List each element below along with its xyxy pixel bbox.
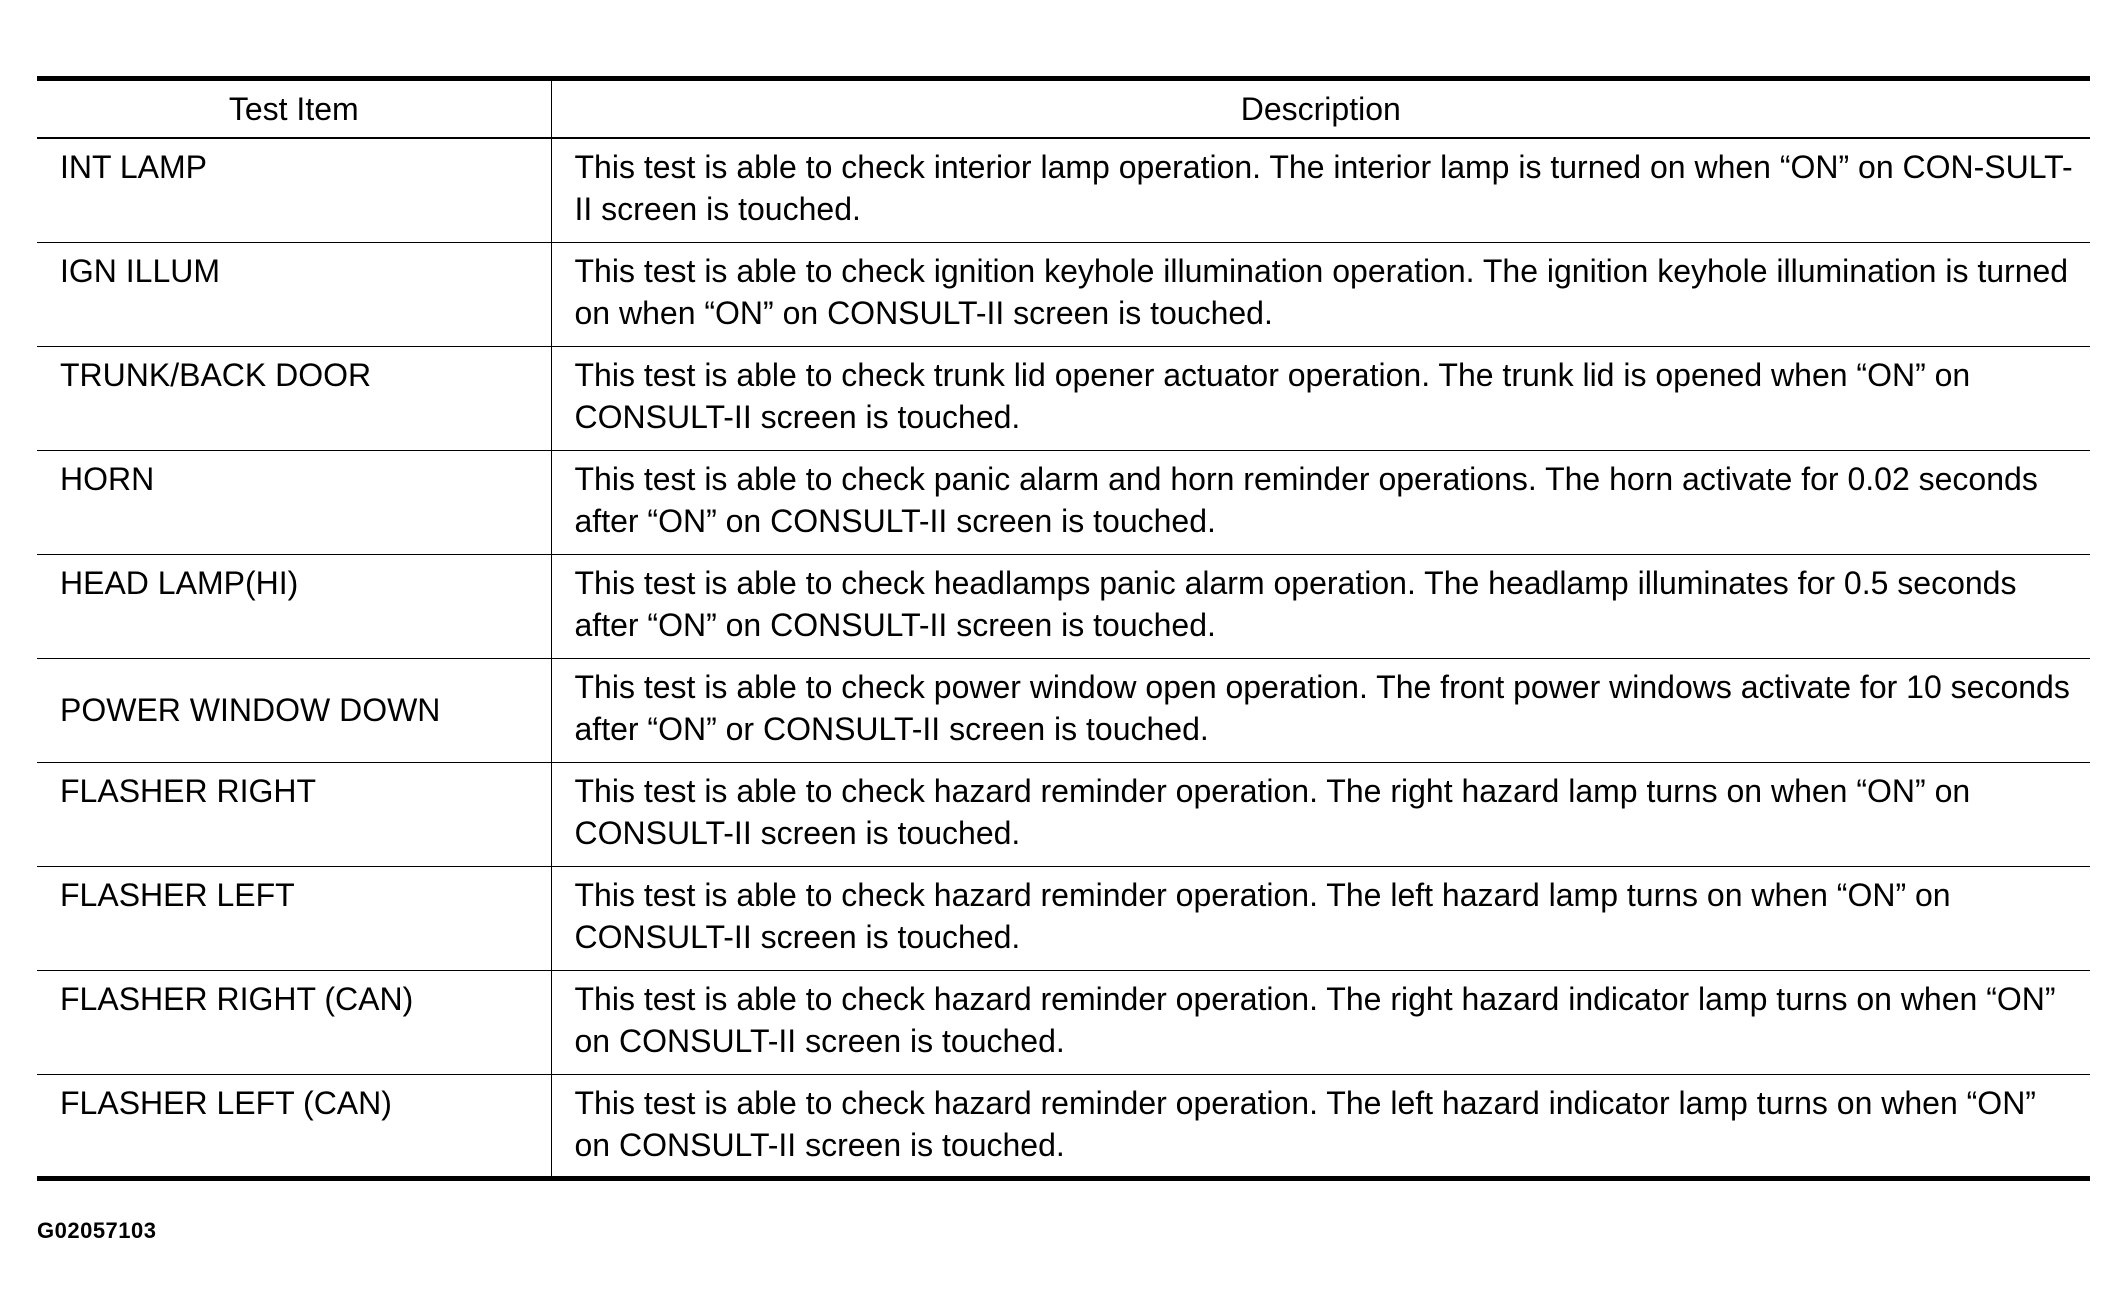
test-item-cell: HEAD LAMP(HI) xyxy=(37,554,551,658)
table-row xyxy=(37,658,2090,762)
description-cell: This test is able to check interior lamp operation. The interior lamp is turned on when “ON” on CON-SULT-II screen is touched. xyxy=(551,138,2090,242)
test-item-cell: TRUNK/BACK DOOR xyxy=(37,346,551,450)
test-item-cell: IGN ILLUM xyxy=(37,242,551,346)
test-item-cell: POWER WINDOW DOWN xyxy=(37,658,551,762)
test-item-cell: FLASHER RIGHT (CAN) xyxy=(37,970,551,1074)
table-row xyxy=(37,554,2090,658)
figure-id: G02057103 xyxy=(37,1218,157,1243)
table-row xyxy=(37,970,2090,1074)
description-cell: This test is able to check hazard reminder operation. The right hazard lamp turns on when “ON” on CONSULT-II screen is touched. xyxy=(551,762,2090,866)
description-cell: This test is able to check trunk lid opener actuator operation. The trunk lid is opened when “ON” on CONSULT-II screen is touched. xyxy=(551,346,2090,450)
description-cell: This test is able to check power window open operation. The front power windows activate for 10 seconds after “ON” or CONSULT-II screen is touched. xyxy=(551,658,2090,762)
test-item-cell: HORN xyxy=(37,450,551,554)
description-cell: This test is able to check hazard reminder operation. The right hazard indicator lamp turns on when “ON” on CONSULT-II screen is touched. xyxy=(551,970,2090,1074)
active-test-table xyxy=(37,76,2090,1181)
table-header-row xyxy=(37,79,2090,139)
description-cell: This test is able to check ignition keyhole illumination operation. The ignition keyhole illumination is turned on when “ON” on CONSULT-II screen is touched. xyxy=(551,242,2090,346)
description-cell: This test is able to check panic alarm and horn reminder operations. The horn activate for 0.02 seconds after “ON” on CONSULT-II screen is touched. xyxy=(551,450,2090,554)
header-description: Description xyxy=(551,79,2090,139)
table-row xyxy=(37,346,2090,450)
table-row xyxy=(37,1074,2090,1178)
description-cell: This test is able to check hazard reminder operation. The left hazard lamp turns on when “ON” on CONSULT-II screen is touched. xyxy=(551,866,2090,970)
table-row xyxy=(37,242,2090,346)
header-test-item: Test Item xyxy=(37,79,551,139)
test-item-cell: FLASHER RIGHT xyxy=(37,762,551,866)
table-row xyxy=(37,866,2090,970)
test-item-cell: FLASHER LEFT (CAN) xyxy=(37,1074,551,1178)
table-row xyxy=(37,450,2090,554)
description-cell: This test is able to check hazard reminder operation. The left hazard indicator lamp turns on when “ON” on CONSULT-II screen is touched. xyxy=(574,1084,2036,1163)
test-item-cell: INT LAMP xyxy=(37,138,551,242)
table-row xyxy=(37,138,2090,242)
description-cell: This test is able to check headlamps panic alarm operation. The headlamp illuminates for 0.5 seconds after “ON” on CONSULT-II screen is touched. xyxy=(551,554,2090,658)
table-row xyxy=(37,762,2090,866)
test-item-cell: FLASHER LEFT xyxy=(37,866,551,970)
